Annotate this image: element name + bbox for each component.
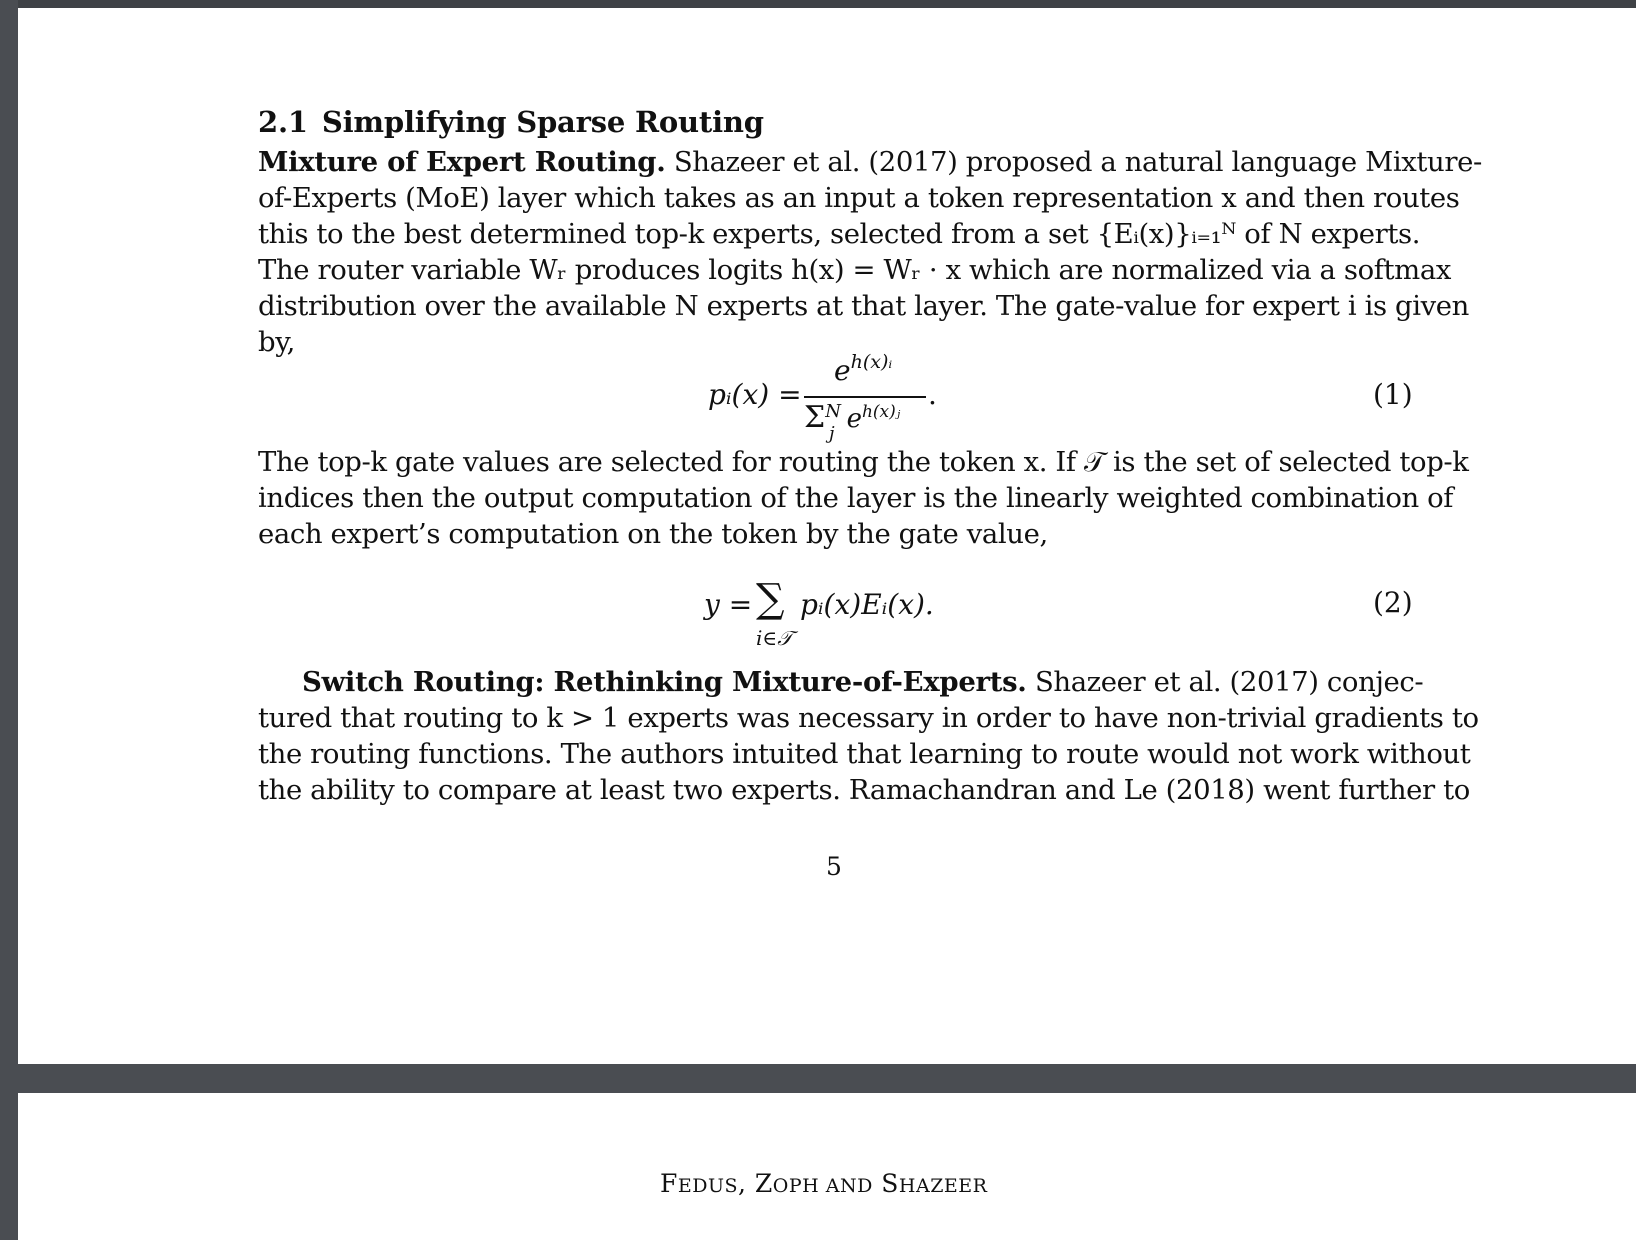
page-number: 5 [826,852,842,881]
paragraph-line: distribution over the available N experts at that layer. The gate-value for expert i is given [258,290,1469,322]
equation-2-lhs: y = [704,588,753,621]
paragraph-lead: Switch Routing: Rethinking Mixture-of-Experts. [302,666,1027,698]
paragraph-switch-routing [258,664,1479,808]
paragraph-line: the ability to compare at least two experts. Ramachandran and Le (2018) went further to [258,774,1470,806]
paragraph-mixture-of-experts [258,144,1482,360]
running-head: FEDUS, ZOPH AND SHAZEER [660,1169,988,1198]
paragraph-line: tured that routing to k > 1 experts was necessary in order to have non-trivial gradients to [258,702,1479,734]
pdf-page-5 [18,0,1636,1064]
section-number: 2.1 [258,105,308,139]
equation-2-number: (2) [1373,586,1413,619]
equation-2-sum: ∑ [756,576,785,622]
equation-1-denominator: $\Sigma^N_j$ $e^{h(x)ⱼ}$ [804,400,901,444]
paragraph-line [258,144,1482,180]
equation-1-lhs: pᵢ(x) = [708,378,802,411]
equation-2-rhs: pᵢ(x)Eᵢ(x). [800,588,934,621]
equation-1-number: (1) [1373,378,1413,411]
equation-2-sum-sub: i∈𝒯 [756,626,793,650]
line-text: Shazeer et al. (2017) conjec- [1034,666,1424,698]
paragraph-line: The router variable Wᵣ produces logits h(x) = Wᵣ · x which are normalized via a softmax [258,254,1451,286]
paragraph-top-k [258,444,1469,552]
section-heading [258,105,764,139]
paragraph-lead: Mixture of Expert Routing. [258,146,666,178]
paragraph-line: the routing functions. The authors intuited that learning to route would not work without [258,738,1471,770]
section-title: Simplifying Sparse Routing [321,105,764,139]
equation-1-fraction-bar [804,396,926,398]
pdf-page-6 [18,1093,1636,1240]
paragraph-line: indices then the output computation of the layer is the linearly weighted combination of [258,482,1454,514]
paragraph-line: each expert’s computation on the token by the gate value, [258,518,1048,550]
paragraph-line [258,664,1424,700]
paragraph-line: this to the best determined top-k experts, selected from a set {Eᵢ(x)}ᵢ₌₁ᴺ of N experts. [258,218,1421,250]
equation-1-numerator: $e^{h(x)ᵢ}$ [834,351,893,387]
paragraph-line: The top-k gate values are selected for routing the token x. If 𝒯 is the set of selected top-k [258,446,1469,478]
paragraph-line: of-Experts (MoE) layer which takes as an input a token representation x and then routes [258,182,1460,214]
line-text: Shazeer et al. (2017) proposed a natural language Mixture- [673,146,1482,178]
paragraph-line: by, [258,326,296,358]
equation-1-trailing: . [928,378,937,411]
